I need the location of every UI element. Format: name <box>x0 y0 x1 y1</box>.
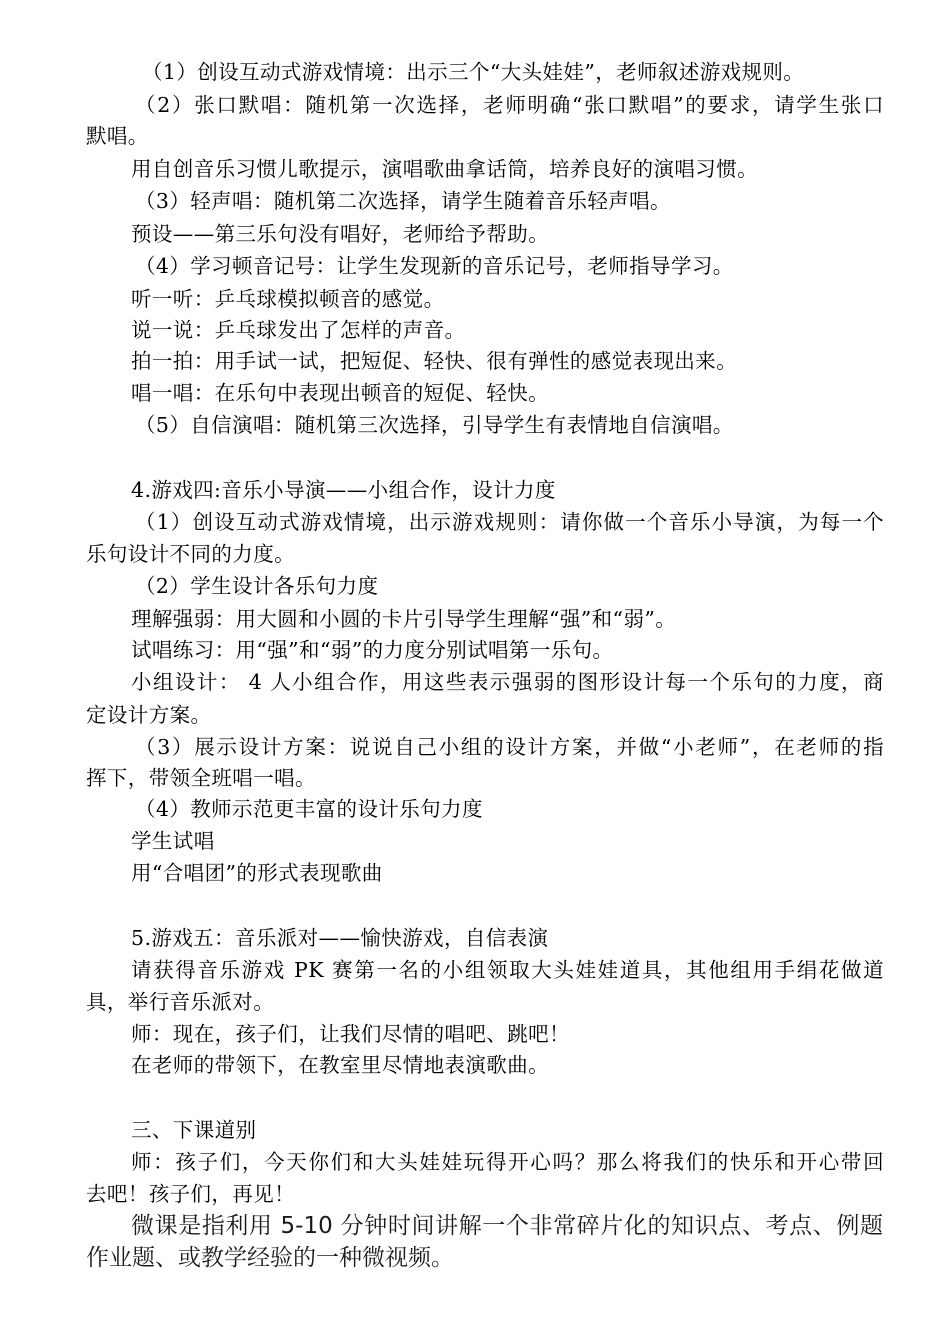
text-line: （2）学生设计各乐句力度 <box>135 574 379 598</box>
text-line: 预设——第三乐句没有唱好，老师给予帮助。 <box>131 222 549 246</box>
text-line: 乐句设计不同的力度。 <box>86 542 295 566</box>
text-line: 用“合唱团”的形式表现歌曲 <box>131 861 383 885</box>
text-line: 学生试唱 <box>131 829 215 853</box>
text-line: 挥下，带领全班唱一唱。 <box>86 766 316 790</box>
text-line: 去吧！孩子们，再见！ <box>86 1182 295 1206</box>
text-line: 试唱练习：用“强”和“弱”的力度分别试唱第一乐句。 <box>131 638 614 662</box>
text-line: 小组设计： 4 人小组合作，用这些表示强弱的图形设计每一个乐句的力度，商 <box>131 670 884 694</box>
text-line: 请获得音乐游戏 PK 赛第一名的小组领取大头娃娃道具，其他组用手绢花做道 <box>131 958 884 982</box>
text-line: 定设计方案。 <box>86 703 212 727</box>
text-line: 具，举行音乐派对。 <box>86 990 275 1014</box>
section-heading: 三、下课道别 <box>131 1118 257 1142</box>
closing-note-line: 作业题、或教学经验的一种微视频。 <box>86 1245 454 1271</box>
text-line: 理解强弱：用大圆和小圆的卡片引导学生理解“强”和“弱”。 <box>131 607 677 631</box>
text-line: （4）教师示范更丰富的设计乐句力度 <box>135 797 483 821</box>
text-line: （1）创设互动式游戏情境：出示三个“大头娃娃”，老师叙述游戏规则。 <box>142 60 805 84</box>
text-line: （1）创设互动式游戏情境，出示游戏规则：请你做一个音乐小导演，为每一个 <box>135 510 884 534</box>
text-line: （5）自信演唱：随机第三次选择，引导学生有表情地自信演唱。 <box>135 413 734 437</box>
section-heading: 5.游戏五：音乐派对——愉快游戏，自信表演 <box>131 926 549 950</box>
text-line: 拍一拍：用手试一试，把短促、轻快、很有弹性的感觉表现出来。 <box>131 349 738 373</box>
text-line: （2）张口默唱：随机第一次选择，老师明确“张口默唱”的要求，请学生张口 <box>135 93 884 117</box>
text-line: （4）学习顿音记号：让学生发现新的音乐记号，老师指导学习。 <box>135 254 734 278</box>
text-line: 师：现在，孩子们，让我们尽情的唱吧、跳吧！ <box>131 1022 570 1046</box>
section-heading: 4.游戏四:音乐小导演——小组合作，设计力度 <box>131 478 556 502</box>
text-line: 师：孩子们，今天你们和大头娃娃玩得开心吗？那么将我们的快乐和开心带回 <box>131 1150 884 1174</box>
text-line: 在老师的带领下，在教室里尽情地表演歌曲。 <box>131 1053 549 1077</box>
text-line: 默唱。 <box>86 124 149 148</box>
text-line: 唱一唱：在乐句中表现出顿音的短促、轻快。 <box>131 381 549 405</box>
text-line: 说一说：乒乓球发出了怎样的声音。 <box>131 318 466 342</box>
text-line: （3）展示设计方案：说说自己小组的设计方案，并做“小老师”，在老师的指 <box>135 735 884 759</box>
text-line: （3）轻声唱：随机第二次选择，请学生随着音乐轻声唱。 <box>135 189 671 213</box>
text-line: 用自创音乐习惯儿歌提示，演唱歌曲拿话筒，培养良好的演唱习惯。 <box>131 157 758 181</box>
text-line: 听一听：乒乓球模拟顿音的感觉。 <box>131 287 445 311</box>
closing-note-line: 微课是指利用 5-10 分钟时间讲解一个非常碎片化的知识点、考点、例题 <box>131 1213 883 1239</box>
